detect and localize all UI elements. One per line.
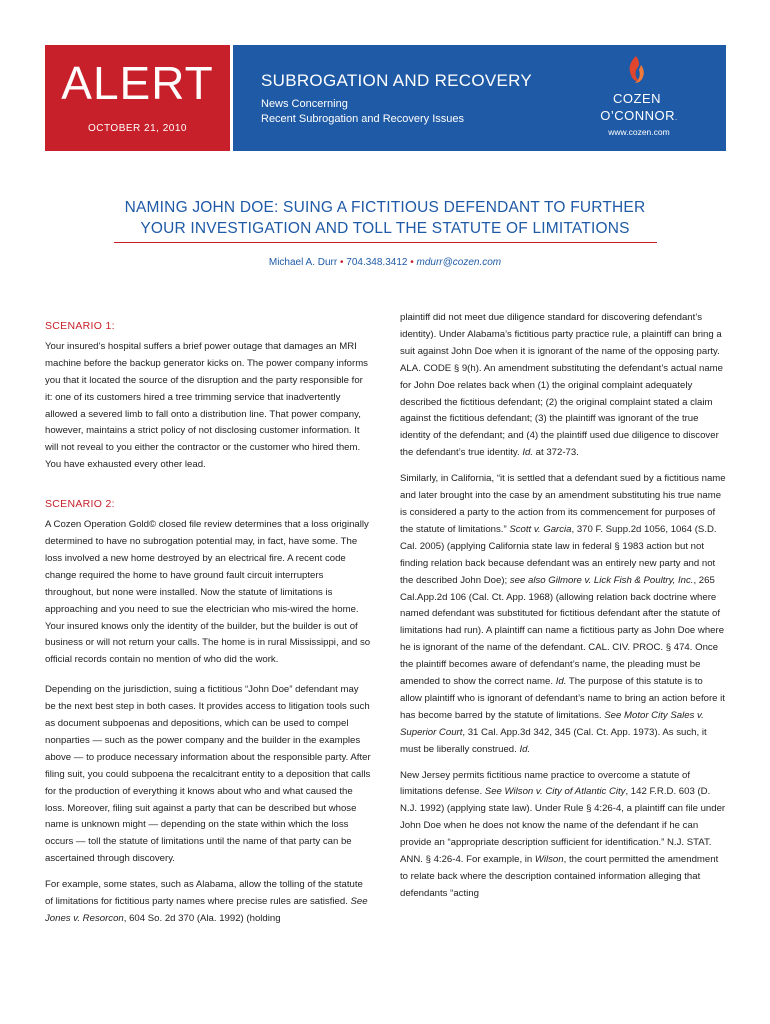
- byline: [90, 257, 680, 268]
- logo-text-cozen: COZEN: [613, 91, 661, 106]
- scenario-1-text: Your insured’s hospital suffers a brief power outage that damages an MRI machine before the backup generator kicks on. The power company informs you that it located the source of the disruption and the party responsible for it: one of its customers hired a tree trimming service that inadvertently allowed a severed limb to fall onto a distribution line. That power company, however, maintains a strict policy of not disclosing customer information. It will not reveal to you either the contractor or the customer who hired them. You have exhausted every other lead.: [45, 340, 368, 471]
- text-run: , 142 F.R.D. 603 (D. N.J. 1992) (applying state law). Under Rule § 4:26-4, a plaintiff can file under John Doe when he does not know the name of the defendant if he can provide an “appropriate description sufficient for identification.” N.J. STAT. ANN. § 4:26-4. For example, in: [400, 786, 726, 866]
- text-run: at 372-73.: [533, 447, 579, 459]
- author-phone: 704.348.3412: [346, 257, 408, 268]
- newsletter-banner: [233, 45, 726, 151]
- title-line-2: YOUR INVESTIGATION AND TOLL THE STATUTE OF LIMITATIONS: [140, 220, 630, 237]
- title-line-1: NAMING JOHN DOE: SUING A FICTITIOUS DEFENDANT TO FURTHER: [124, 199, 646, 216]
- case-citation: Scott v. Garcia: [509, 523, 572, 535]
- case-citation: See Motor City Sales v. Superior Court: [400, 709, 704, 738]
- alert-banner: [45, 45, 230, 151]
- text-run: Similarly, in California, “it is settled that a defendant sued by a fictitious name and later brought into the case by an amendment substituting his true name is considered a party to the action from its commencement for purposes of the statute of limitations.”: [400, 473, 726, 535]
- body-paragraph: [45, 877, 371, 928]
- scenario-2-text: A Cozen Operation Gold© closed file review determines that a loss originally determined to have no subrogation potential may, in fact, have some. The loss involved a new home destroyed by an electrical fire. A recent code change required the home to have ground fault circuit interrupters throughout, but none were installed. Now the statute of limitations is approaching and you need to sue the electrician who mis-wired the home. Your insured knows only the identity of the builder, but the builder is out of business or will not return your calls. The home is in rural Mississippi, and so official records contain no mention of who did the work.: [45, 519, 371, 666]
- cozen-flame-logo-icon: [619, 53, 653, 87]
- text-run: For example, some states, such as Alabama, allow the tolling of the statute of limitations for fictitious party names where precise rules are satisfied.: [45, 879, 363, 908]
- article-title: [90, 197, 680, 239]
- body-paragraph: Depending on the jurisdiction, suing a fictitious “John Doe” defendant may be the next best step in both cases. It provides access to litigation tools such as document subpoenas and depositions, which can be used to compel nonparties — such as the power company and the builder in the examples above — to produce necessary information about the responsible party. After filing suit, you could subpoena the recalcitrant entity to a deposition that calls for the production of everything it knows about who and what caused the loss. Moreover, filing suit against a party that can be described but whose name is unknown might — depending on the state within which the loss occurs — toll the statute of limitations until the name of that party can be ascertained through discovery.: [45, 684, 371, 865]
- text-run: , 31 Cal. App.3d 342, 345 (Cal. Ct. App. 1973). As such, it must be liberally construed.: [400, 726, 707, 755]
- body-paragraph: [400, 471, 726, 758]
- case-citation: See Wilson v. City of Atlantic City: [484, 786, 626, 798]
- text-run: , 370 F. Supp.2d 1056, 1064 (S.D. Cal. 2005) (applying California state law in federal § 1983 action but not finding relation back because defendant was an entirely new party and not the described John Doe);: [400, 523, 717, 586]
- case-citation: Id.: [522, 447, 533, 459]
- author-email[interactable]: mdurr@cozen.com: [416, 257, 502, 268]
- case-citation: See Jones v. Resorcon: [45, 896, 368, 924]
- scenario-1-heading: SCENARIO 1:: [45, 320, 115, 332]
- subtitle-line-1: News Concerning: [261, 98, 348, 110]
- scenario-2-heading: SCENARIO 2:: [45, 498, 115, 511]
- case-citation: Wilson: [534, 854, 564, 866]
- text-run: , 265 Cal.App.2d 106 (Cal. Ct. App. 1968) (allowing relation back doctrine where named defendant was substituted for fictitious defendant after the statute of limitations had run). A plaintiff can name a fictitious party as John Doe where he is ignorant of the name of the defendant. CAL. CIV. PROC. § 474. Once the plaintiff becomes aware of defendant’s name, the pleading must be amended to show the correct name.: [400, 574, 725, 688]
- subtitle-line-2: Recent Subrogation and Recovery Issues: [261, 113, 465, 125]
- text-run: plaintiff did not meet due diligence standard for discovering defendant’s identity). Under Alabama’s fictitious party practice rule, a plaintiff can bring a suit against John Doe when it is ignorant of the name of the opposing party. ALA. CODE § 9(h). An amendment substituting the defendant’s actual name for John Doe relates back when (1) the original complaint adequately described the fictitious defendant; (2) the original complaint stated a claim against the fictitious defendant; (3) the plaintiff was ignorant of the true identity of the defendant; and (4) the plaintiff used due diligence to discover the defendant’s true identity.: [400, 312, 724, 459]
- case-citation: see also Gilmore v. Lick Fish & Poultry, Inc.: [509, 574, 694, 586]
- logo-trademark: .: [675, 113, 678, 122]
- section-title: SUBROGATION AND RECOVERY: [261, 71, 533, 90]
- alert-date: OCTOBER 21, 2010: [88, 123, 187, 134]
- case-citation: Id.: [519, 743, 531, 755]
- byline-separator: •: [337, 257, 347, 268]
- title-divider: [114, 242, 657, 243]
- website-url[interactable]: www.cozen.com: [608, 127, 670, 137]
- text-run: The purpose of this statute is to allow plaintiff who is ignorant of defendant’s name to bring an action before it has become barred by the statute of limitations.: [400, 676, 725, 721]
- author-name: Michael A. Durr: [268, 257, 338, 268]
- alert-label: ALERT: [61, 57, 214, 109]
- logo-text-oconnor: [585, 108, 693, 123]
- right-column: [400, 310, 726, 912]
- text-run: New Jersey permits fictitious name practice to overcome a statute of limitations defense.: [400, 769, 691, 798]
- body-paragraph: [400, 310, 726, 462]
- logo-oconnor-text: O’CONNOR: [600, 108, 676, 123]
- case-citation: Id.: [555, 676, 567, 688]
- byline-separator: •: [407, 257, 417, 268]
- left-column: [45, 318, 371, 937]
- text-run: , 604 So. 2d 370 (Ala. 1992) (holding: [123, 913, 281, 924]
- text-run: , the court permitted the amendment to relate back where the description contained information alleging that defendants “acting: [400, 854, 719, 899]
- body-paragraph: [400, 768, 726, 903]
